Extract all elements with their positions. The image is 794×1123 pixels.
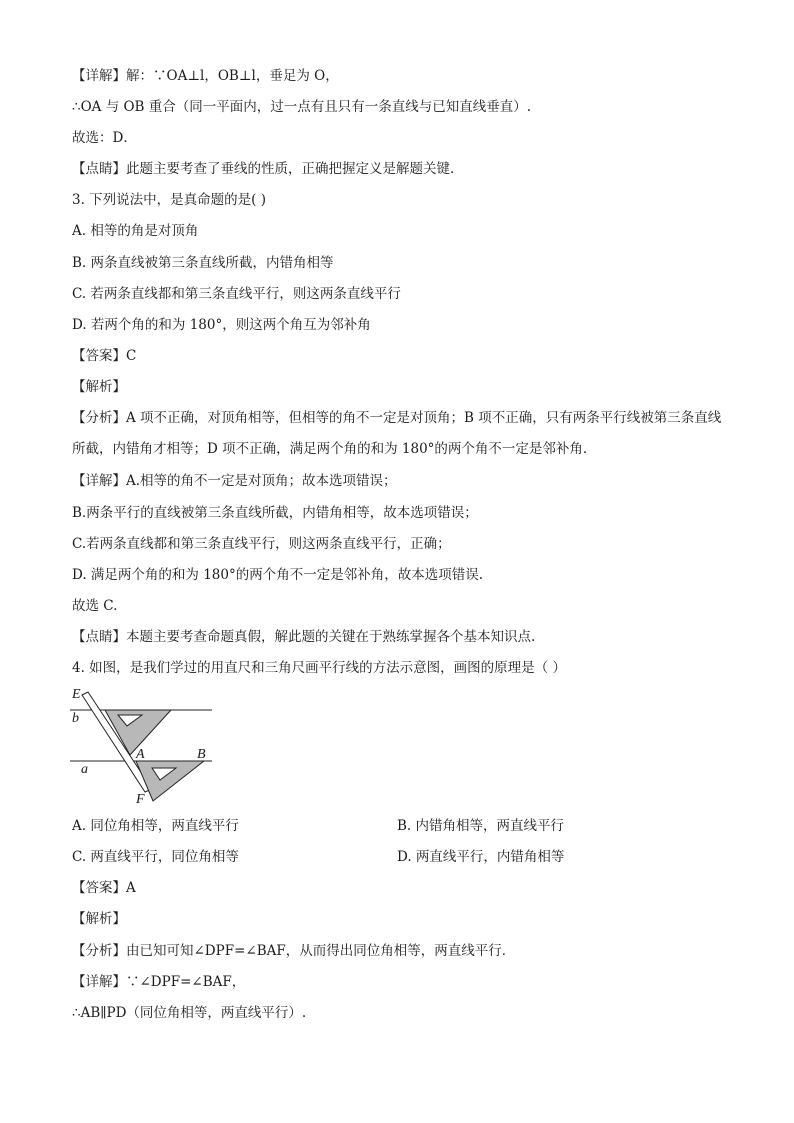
q3-option-d: D. 若两个角的和为 180°，则这两个角互为邻补角 — [72, 317, 371, 333]
q2-choice: 故选：D． — [72, 130, 137, 146]
q3-detail-a: 【详解】A.相等的角不一定是对顶角；故本选项错误； — [72, 473, 397, 489]
q3-choice: 故选 C. — [72, 598, 118, 614]
q2-comment: 【点睛】此题主要考查了垂线的性质，正确把握定义是解题关键． — [72, 161, 464, 177]
q3-answer: 【答案】C — [72, 348, 137, 364]
q4-option-c: C. 两直线平行，同位角相等 — [72, 849, 239, 865]
q3-analysis: 【分析】A 项不正确，对顶角相等，但相等的角不一定是对顶角；B 项不正确，只有两条平行线被第三条直线所截，内错角才相等；D 项不正确，满足两个角的和为 180°的两个角不一定是邻补角． — [72, 410, 722, 457]
label-f: F — [136, 792, 145, 807]
q3-stem: 3. 下列说法中，是真命题的是( ) — [72, 192, 266, 208]
q4-analysis-label: 【解析】 — [72, 911, 126, 927]
q3-option-b: B. 两条直线被第三条直线所截，内错角相等 — [72, 255, 334, 271]
q4-conclusion: ∴AB∥PD（同位角相等，两直线平行）. — [72, 1005, 307, 1021]
label-a: a — [81, 762, 88, 777]
q3-analysis-label: 【解析】 — [72, 379, 126, 395]
q4-analysis: 【分析】由已知可知∠DPF=∠BAF，从而得出同位角相等，两直线平行． — [72, 943, 516, 959]
label-e: E — [72, 687, 81, 702]
q3-detail-c: C.若两条直线都和第三条直线平行，则这两条直线平行，正确； — [72, 536, 451, 552]
q3-detail-d: D. 满足两个角的和为 180°的两个角不一定是邻补角，故本选项错误. — [72, 567, 484, 583]
label-b-point: B — [197, 747, 206, 762]
q3-option-a: A. 相等的角是对顶角 — [72, 223, 199, 239]
ruler-triangle-figure — [70, 686, 230, 808]
q2-conclusion: ∴OA 与 OB 重合（同一平面内，过一点有且只有一条直线与已知直线垂直）. — [72, 99, 532, 115]
q4-option-d: D. 两直线平行，内错角相等 — [397, 849, 565, 865]
q4-answer: 【答案】A — [72, 880, 136, 896]
set-square-lower — [136, 761, 204, 801]
q3-detail-b: B.两条平行的直线被第三条直线所截，内错角相等，故本选项错误； — [72, 505, 478, 521]
q3-option-c: C. 若两条直线都和第三条直线平行，则这两条直线平行 — [72, 286, 401, 302]
q4-option-b: B. 内错角相等，两直线平行 — [397, 818, 565, 834]
label-a-point: A — [136, 747, 145, 762]
label-b: b — [72, 711, 79, 726]
q4-stem: 4. 如图，是我们学过的用直尺和三角尺画平行线的方法示意图，画图的原理是（ ） — [72, 660, 566, 676]
q2-detail: 【详解】解：∵OA⊥l，OB⊥l，垂足为 O， — [72, 68, 339, 84]
q4-option-a: A. 同位角相等，两直线平行 — [72, 818, 239, 834]
q4-detail: 【详解】∵∠DPF=∠BAF， — [72, 974, 246, 990]
q3-comment: 【点睛】本题主要考查命题真假，解此题的关键在于熟练掌握各个基本知识点. — [72, 629, 536, 645]
